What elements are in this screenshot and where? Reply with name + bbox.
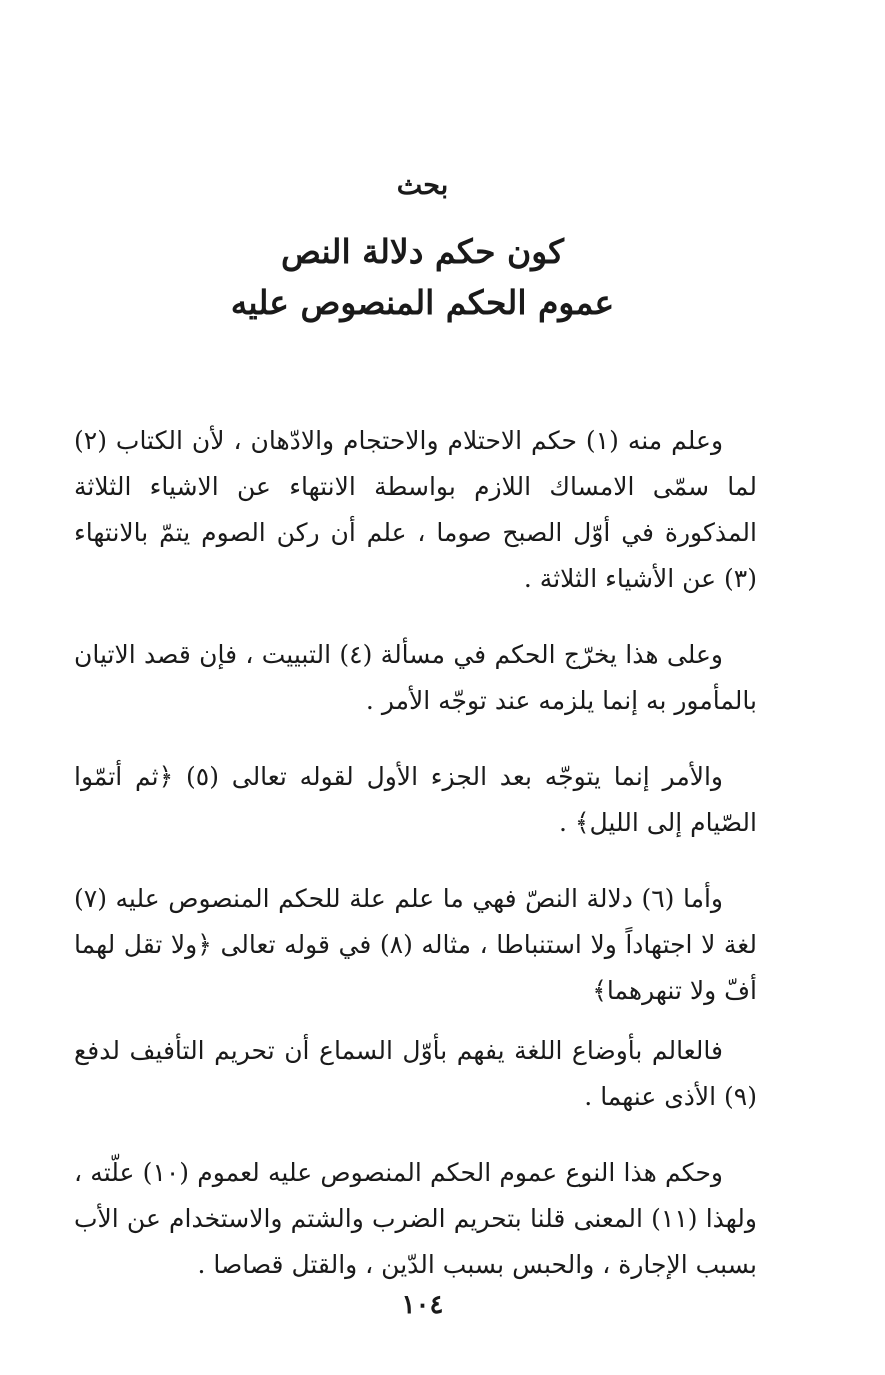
body-text (74, 418, 757, 1318)
paragraph-6: وحكم هذا النوع عموم الحكم المنصوص عليه لعموم (١٠) علّته ، ولهذا (١١) المعنى قلنا بتحريم الضرب والشتم والاستخدام عن الأب بسبب الإجارة ، والحبس بسبب الدّين ، والقتل قصاصا . (74, 1158, 757, 1279)
paragraph-5: فالعالم بأوضاع اللغة يفهم بأوّل السماع أن تحريم التأفيف لدفع (٩) الأذى عنهما . (74, 1036, 757, 1111)
section-label: بحث (396, 170, 449, 201)
page-number: ١٠٤ (401, 1290, 444, 1320)
paragraph-3: والأمر إنما يتوجّه بعد الجزء الأول لقوله تعالى (٥) ﴿ثم أتمّوا الصّيام إلى الليل﴾ . (74, 762, 757, 837)
section-title-line-2: عموم الحكم المنصوص عليه (230, 283, 615, 322)
paragraph-2: وعلى هذا يخرّج الحكم في مسألة (٤) التبييت ، فإن قصد الاتيان بالمأمور به إنما يلزمه عند توجّه الأمر . (74, 640, 757, 715)
paragraph-1: وعلم منه (١) حكم الاحتلام والاحتجام والادّهان ، لأن الكتاب (٢) لما سمّى الامساك اللازم بواسطة الانتهاء عن الاشياء الثلاثة المذكورة في أوّل الصبح صوما ، علم أن ركن الصوم يتمّ بالانتهاء (٣) عن الأشياء الثلاثة . (74, 426, 757, 593)
section-title-line-1: كون حكم دلالة النص (281, 232, 564, 271)
paragraph-4: وأما (٦) دلالة النصّ فهي ما علم علة للحكم المنصوص عليه (٧) لغة لا اجتهاداً ولا استنباطا ، مثاله (٨) في قوله تعالى ﴿ولا تقل لهما أفّ ولا تنهرهما﴾ (74, 884, 757, 1005)
